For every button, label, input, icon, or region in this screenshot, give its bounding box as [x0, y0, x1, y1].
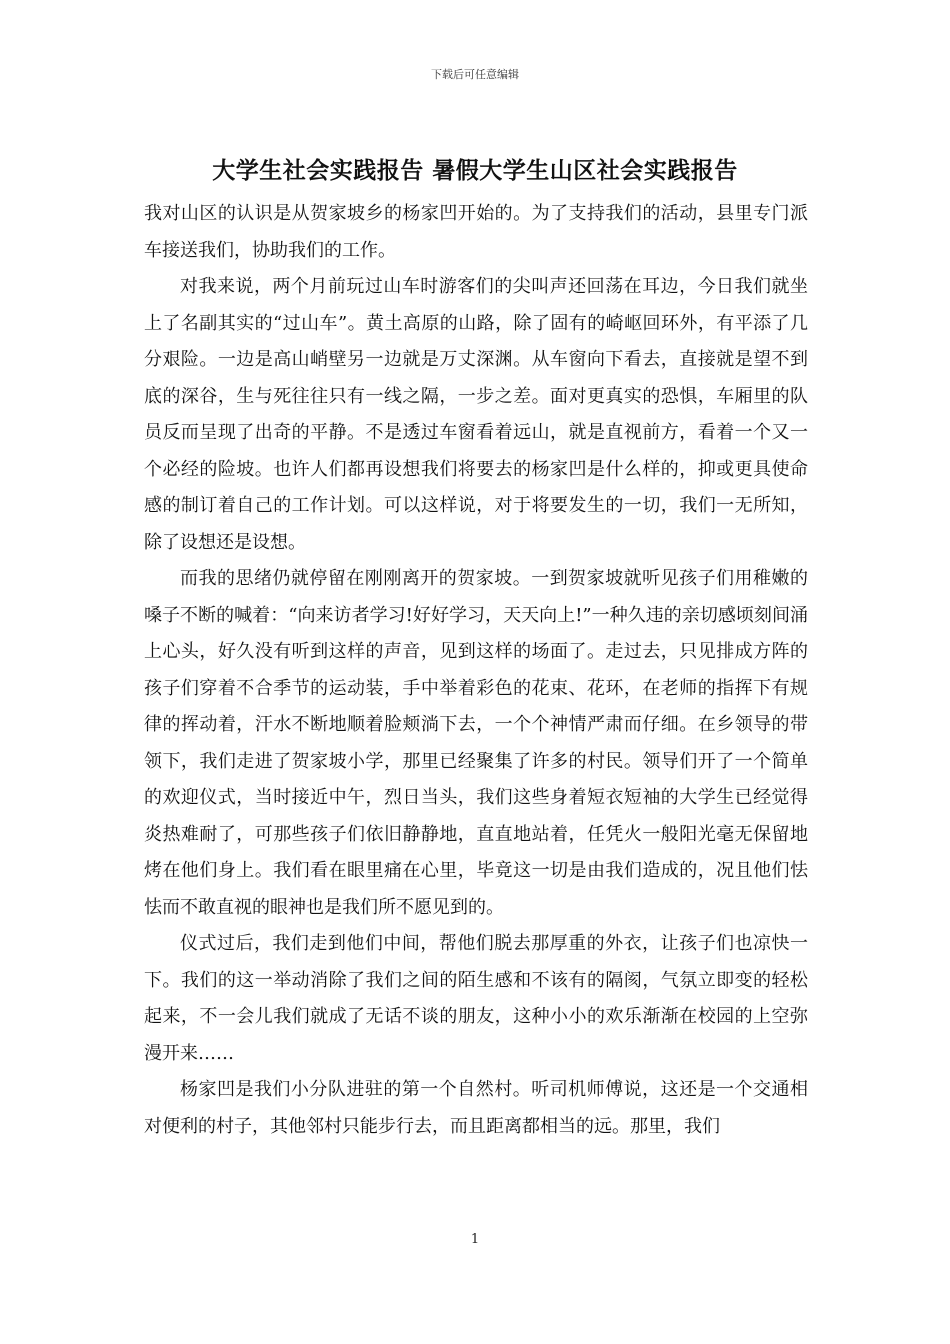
page-number: 1	[470, 1232, 480, 1247]
paragraph-5: 杨家凹是我们小分队进驻的第一个自然村。听司机师傅说，这还是一个交通相对便利的村子，其他邻村只能步行去，而且距离都相当的远。那里，我们	[144, 1079, 808, 1137]
header-note: 下载后可任意编辑	[431, 68, 519, 81]
paragraph-3: 而我的思绪仍就停留在刚刚离开的贺家坡。一到贺家坡就听见孩子们用稚嫩的嗓子不断的喊着：“向来访者学习!好好学习，天天向上!”一种久违的亲切感顷刻间涌上心头，好久没有听到这样的声音，见到这样的场面了。走过去，只见排成方阵的孩子们穿着不合季节的运动装，手中举着彩色的花束、花环，在老师的指挥下有规律的挥动着，汗水不断地顺着脸颊淌下去，一个个神情严肃而仔细。在乡领导的带领下，我们走进了贺家坡小学，那里已经聚集了许多的村民。领导们开了一个简单的欢迎仪式，当时接近中午，烈日当头，我们这些身着短衣短袖的大学生已经觉得炎热难耐了，可那些孩子们依旧静静地，直直地站着，任凭火一般阳光毫无保留地烤在他们身上。我们看在眼里痛在心里，毕竟这一切是由我们造成的，况且他们怯怯而不敢直视的眼神也是我们所不愿见到的。	[144, 568, 808, 918]
document-body	[144, 196, 808, 1145]
document-title: 大学生社会实践报告 暑假大学生山区社会实践报告	[212, 158, 738, 184]
paragraph-4: 仪式过后，我们走到他们中间，帮他们脱去那厚重的外衣，让孩子们也凉快一下。我们的这一举动消除了我们之间的陌生感和不该有的隔阂，气氛立即变的轻松起来，不一会儿我们就成了无话不谈的朋友，这种小小的欢乐渐渐在校园的上空弥漫开来……	[144, 933, 808, 1064]
paragraph-2: 对我来说，两个月前玩过山车时游客们的尖叫声还回荡在耳边，今日我们就坐上了名副其实的“过山车”。黄土高原的山路，除了固有的崎岖回环外，有平添了几分艰险。一边是高山峭壁另一边就是万丈深渊。从车窗向下看去，直接就是望不到底的深谷，生与死往往只有一线之隔，一步之差。面对更真实的恐惧，车厢里的队员反而呈现了出奇的平静。不是透过车窗看着远山，就是直视前方，看着一个又一个必经的险坡。也许人们都再设想我们将要去的杨家凹是什么样的，抑或更具使命感的制订着自己的工作计划。可以这样说，对于将要发生的一切，我们一无所知，除了设想还是设想。	[144, 276, 808, 553]
paragraph-1: 我对山区的认识是从贺家坡乡的杨家凹开始的。为了支持我们的活动，县里专门派车接送我们，协助我们的工作。	[144, 203, 808, 261]
